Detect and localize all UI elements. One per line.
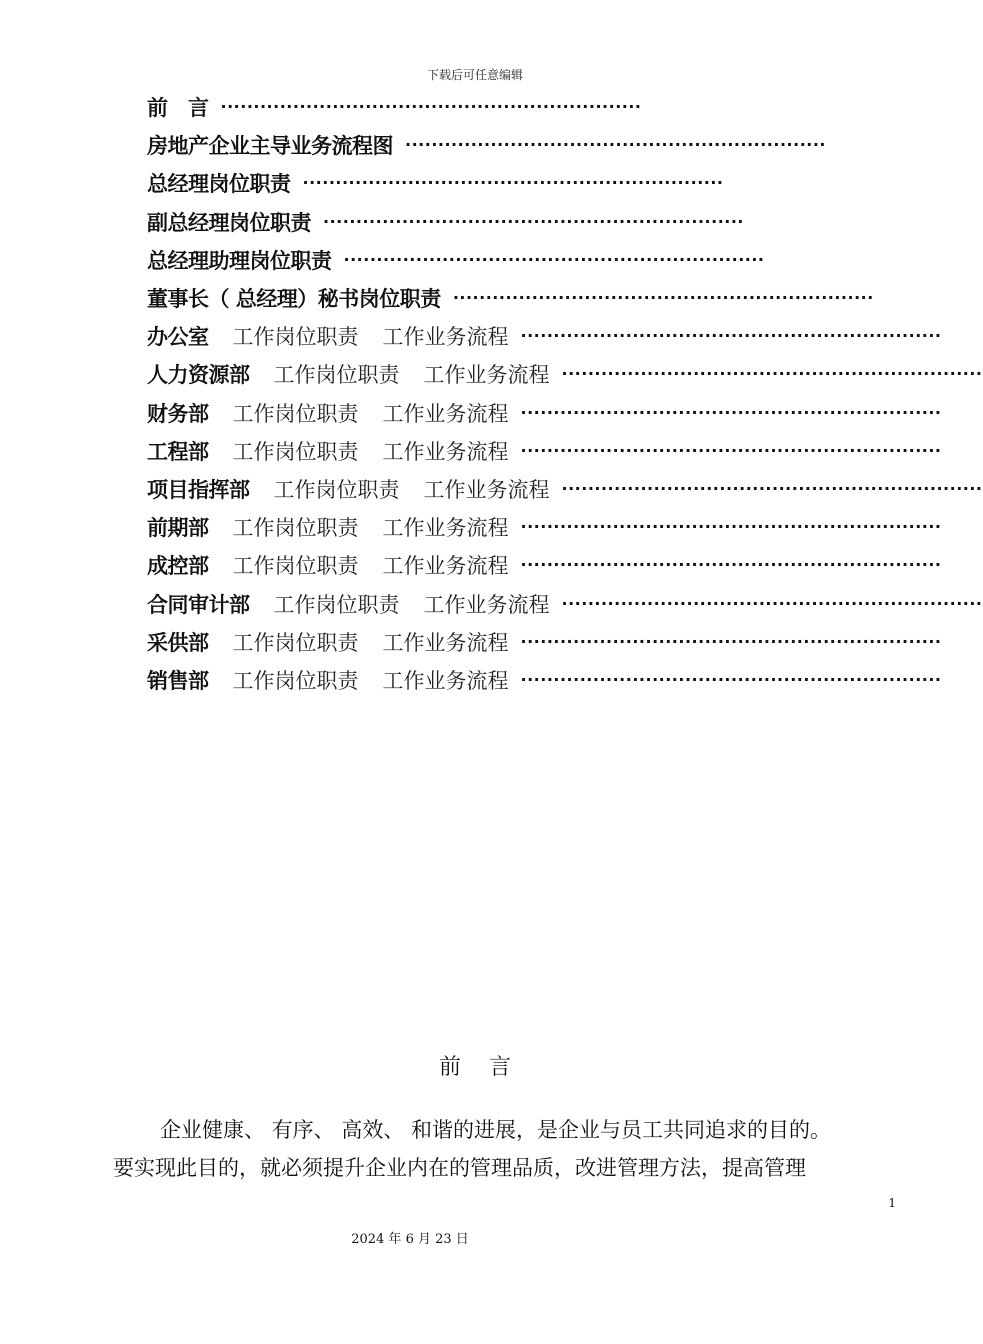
toc-entry-subtitle: 工作业务流程 [423, 363, 550, 388]
toc-entry-subtitle: 工作岗位职责 [232, 325, 359, 350]
toc-leader-dots: ································································ [323, 211, 744, 231]
toc-entry-subtitle: 工作岗位职责 [232, 668, 359, 693]
toc-leader-dots: ································································ [220, 97, 642, 117]
toc-leader-dots: ································································ [520, 402, 942, 422]
page-header: 下载后可任意编辑 [426, 68, 523, 82]
section-title: 前言 [438, 1055, 539, 1080]
toc-entry-title: 总经理助理岗位职责 [147, 248, 332, 273]
toc-entry-subtitle: 工作岗位职责 [273, 363, 400, 388]
toc-entry-title: 前 言 [147, 96, 209, 121]
page-number: 1 [888, 1196, 896, 1210]
toc-entry-subtitle: 工作岗位职责 [232, 439, 359, 464]
toc-entry[interactable] [147, 546, 942, 584]
toc-entry-subtitle: 工作业务流程 [382, 630, 509, 655]
toc-leader-dots: ································································ [561, 478, 983, 498]
toc-entry-subtitle: 工作岗位职责 [273, 477, 400, 502]
toc-entry-subtitle: 工作业务流程 [382, 439, 509, 464]
toc-entry-subtitle: 工作业务流程 [423, 477, 550, 502]
toc-entry-subtitle: 工作业务流程 [382, 325, 509, 350]
toc-leader-dots: ································································ [520, 440, 942, 460]
paragraph-line-1: 企业健康、 有序、 高效、 和谐的进展，是企业与员工共同追求的目的。 [160, 1118, 832, 1142]
toc-entry-title: 人力资源部 [147, 363, 250, 388]
toc-entry-subtitle: 工作业务流程 [382, 554, 509, 579]
toc-entry[interactable] [147, 470, 983, 508]
toc-leader-dots: ································································ [343, 249, 765, 269]
toc-leader-dots: ································································ [302, 173, 724, 193]
toc-entry-subtitle: 工作业务流程 [382, 401, 509, 426]
toc-entry-title: 副总经理岗位职责 [147, 210, 311, 235]
toc-entry-subtitle: 工作业务流程 [382, 516, 509, 541]
toc-entry-title: 房地产企业主导业务流程图 [147, 134, 393, 159]
toc-entry[interactable] [147, 88, 797, 126]
toc-entry-title: 董事长（ 总经理）秘书岗位职责 [147, 287, 441, 312]
toc-entry-subtitle: 工作业务流程 [382, 668, 509, 693]
toc-entry[interactable] [147, 508, 942, 546]
toc-entry[interactable] [147, 203, 797, 241]
toc-entry[interactable] [147, 584, 983, 622]
toc-entry-subtitle: 工作岗位职责 [232, 401, 359, 426]
toc-entry[interactable] [147, 317, 942, 355]
toc-leader-dots: ································································ [452, 288, 874, 308]
toc-entry[interactable] [147, 432, 942, 470]
toc-entry-title: 成控部 [147, 554, 209, 579]
toc-leader-dots: ································································ [520, 631, 942, 651]
page-footer-date: 2024 年 6 月 23 日 [351, 1232, 469, 1247]
toc-entry-title: 总经理岗位职责 [147, 172, 291, 197]
toc-entry-subtitle: 工作岗位职责 [232, 516, 359, 541]
toc-leader-dots: ································································ [520, 326, 942, 346]
toc-entry[interactable] [147, 279, 874, 317]
toc-entry-title: 办公室 [147, 325, 209, 350]
toc-entry-subtitle: 工作岗位职责 [273, 592, 400, 617]
toc-entry-title: 项目指挥部 [147, 477, 250, 502]
toc-entry[interactable] [147, 661, 942, 699]
toc-entry[interactable] [147, 241, 797, 279]
toc-entry-title: 财务部 [147, 401, 209, 426]
toc-leader-dots: ································································ [561, 364, 983, 384]
toc-entry[interactable] [147, 394, 942, 432]
toc-entry-title: 前期部 [147, 516, 209, 541]
toc-entry[interactable] [147, 126, 826, 164]
toc-entry-title: 采供部 [147, 630, 209, 655]
toc-entry-subtitle: 工作业务流程 [423, 592, 550, 617]
paragraph-line-2: 要实现此目的，就必须提升企业内在的管理品质，改进管理方法，提高管理 [113, 1156, 806, 1180]
toc-leader-dots: ································································ [520, 517, 942, 537]
toc-leader-dots: ································································ [405, 135, 826, 155]
toc-leader-dots: ································································ [520, 669, 942, 689]
toc-leader-dots: ································································ [561, 593, 983, 613]
toc-entry-title: 销售部 [147, 668, 209, 693]
toc-entry-title: 工程部 [147, 439, 209, 464]
toc-leader-dots: ································································ [520, 555, 942, 575]
toc-entry-subtitle: 工作岗位职责 [232, 630, 359, 655]
toc-entry[interactable] [147, 355, 983, 393]
table-of-contents [147, 88, 983, 699]
toc-entry[interactable] [147, 164, 797, 202]
toc-entry-title: 合同审计部 [147, 592, 250, 617]
toc-entry-subtitle: 工作岗位职责 [232, 554, 359, 579]
toc-entry[interactable] [147, 623, 942, 661]
